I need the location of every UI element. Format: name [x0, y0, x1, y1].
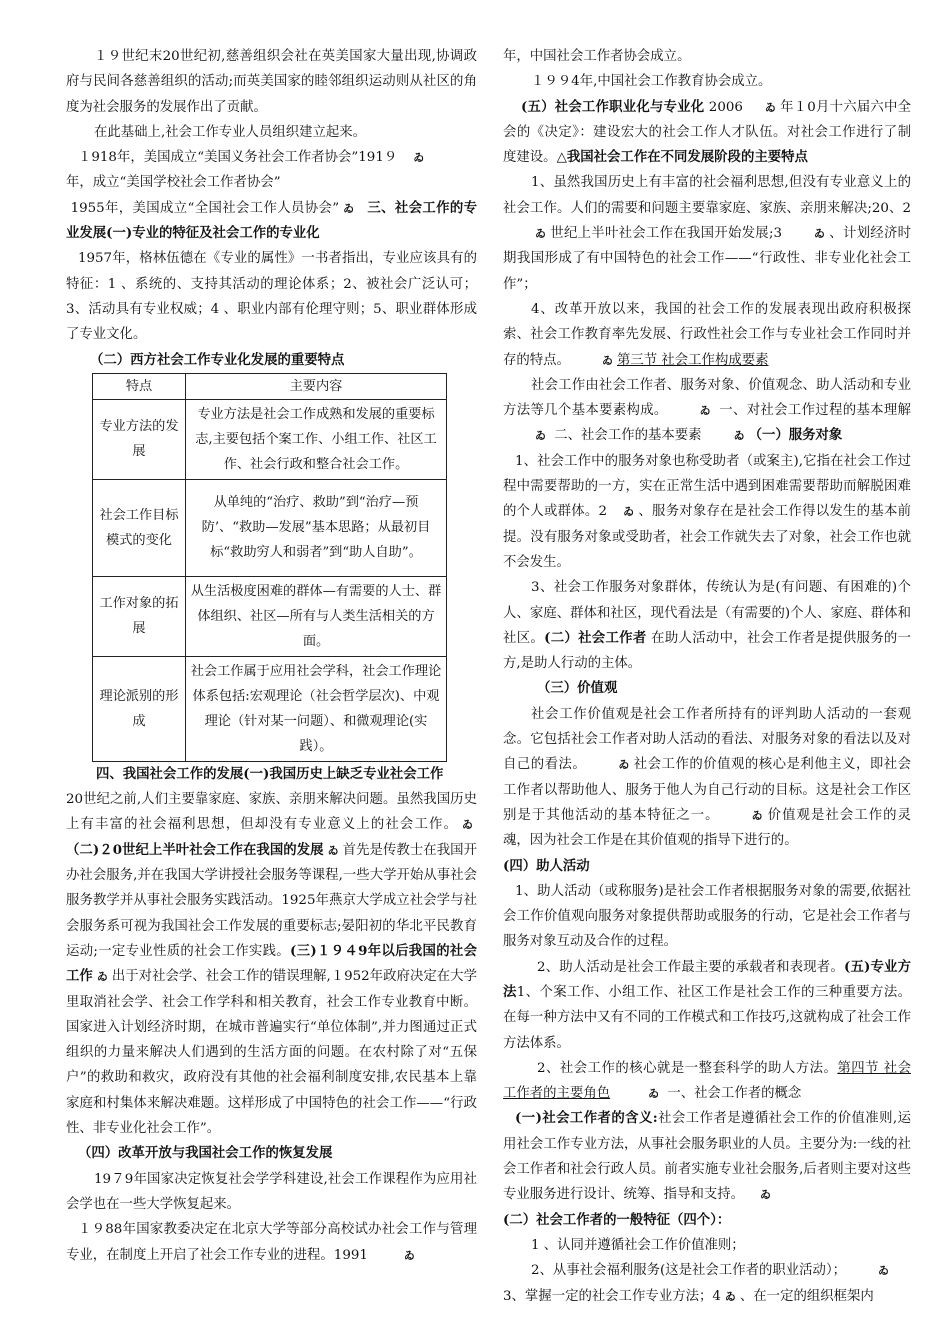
features-table — [92, 373, 447, 762]
paragraph — [503, 449, 911, 575]
paragraph — [66, 787, 477, 1141]
paragraph: 1957年，格林伍德在《专业的属性》一书者指出，专业应该具有的特征：1 、系统的、支持其活动的理论体系；2、被社会广泛认可；3、活动具有专业权威；4 、职业内部有伦理守则；5、职业群体形成了专业文化。 — [66, 251, 477, 343]
section-heading: (二）社会工作者的一般特征（四个）： — [503, 1211, 731, 1228]
paragraph: 在此基础上,社会工作专业人员组织建立起来。 — [94, 124, 367, 140]
text-run: 3、掌握一定的社会工作专业方法；4 — [503, 1288, 721, 1304]
text-run: 3、社会工作服务对象群体，传统认为是(有问题、有困难的)个人、家庭、群体和社区，现代看法是（有需要的)个人、家庭、群体和社区。 — [503, 580, 911, 646]
text-run: 年１0月十六届六中全会的《决定》：建设宏大的社会工作人才队伍。对社会工作进行了制度建设。 — [503, 99, 911, 166]
paragraph — [66, 196, 477, 247]
table-row — [93, 399, 447, 479]
mark-glyph: ゐ — [623, 505, 635, 519]
paragraph — [66, 1217, 477, 1268]
text-run: 首先是传教士在我国开办社会服务,并在我国大学讲授社会服务等课程,一些大学开始从事社会服务教学并从事社会服务实践活动。1925年燕京大学成立社会学与社会服务系可视为我国社会工作发展的重要标志;晏阳初的华北平民教育运动;一定专业性质的社会工作实践。 — [66, 842, 477, 959]
text-run: 出于对社会学、社会工作的错误理解,１952年政府决定在大学里取消社会学、社会工作学科和相关教育，社会工作专业教育中断。国家进入计划经济时期，在城市普遍实行“单位体制”,并力图通过正式组织的力量来解决人们遇到的生活方面的问题。在农村除了对“五保户”的救助和救灾，政府没有其他的社会福利制度安排,农民基本上靠家庭和村集体来解决难题。这样形成了中国特色的社会工作——“行政性、非专业化社会工作”。 — [66, 969, 477, 1137]
text-run: 在助人活动中，社会工作者是提供服务的一方,是助人行动的主体。 — [503, 630, 911, 672]
text-run: 、服务对象存在是社会工作得以发生的基本前提。没有服务对象或受助者，社会工作就失去了对象，社会工作也就不会发生。 — [503, 504, 912, 570]
text-run: 2、从事社会福利服务(这是社会工作者的职业活动）； — [531, 1263, 847, 1279]
paragraph — [503, 373, 911, 449]
text-run: 2、社会工作的核心就是一整套科学的助人方法。 — [537, 1060, 838, 1076]
text-run: １918年，美国成立“美国义务社会工作者协会”191９ — [78, 150, 398, 166]
section-heading: (三)１９４9年以后我国的社会工作 — [66, 942, 477, 985]
text-run: １９88年国家教委决定在北京大学等部分高校试办社会工作与管理专业，在制度上开启了社会工作专业的进程。1991 — [66, 1222, 477, 1263]
mark-glyph: ゐ — [760, 1188, 772, 1202]
paragraph — [503, 575, 911, 676]
paragraph: １９９4年,中国社会工作教育协会成立。 — [531, 74, 772, 90]
text-run: 、在一定的组织框架内 — [739, 1288, 874, 1304]
mark-glyph: ゐ — [403, 1248, 415, 1262]
mark-glyph: ゐ — [648, 1087, 660, 1101]
mark-glyph: ゐ — [535, 429, 546, 443]
section-heading: （二）西方社会工作专业化发展的重要特点 — [90, 351, 345, 368]
paragraph — [503, 95, 911, 171]
paragraph — [503, 955, 911, 1056]
paragraph: 1、助人活动（或称服务)是社会工作者根据服务对象的需要,依据社会工作价值观向服务对象提供帮助或服务的行动，它是社会工作者与服务对象互动及合作的过程。 — [503, 883, 911, 950]
text-run: 1、社会工作中的服务对象也称受助者（或案主),它指在社会工作过程中需要帮助的一方，实在正常生活中遇到困难需要帮助而解脱困难的个人或群体。2 — [503, 453, 911, 520]
text-run: 2、助人活动是社会工作最主要的承载者和表现者。 — [537, 959, 844, 975]
mark-glyph: ゐ — [343, 201, 355, 215]
paragraph — [66, 145, 477, 196]
paragraph: 年，中国社会工作者协会成立。 — [503, 49, 691, 64]
text-run: 、计划经济时期我国形成了有中国特色的社会工作——“行政性、非专业化社会工作”； — [503, 226, 912, 292]
table-cell: 专业方法的发展 — [93, 399, 186, 479]
text-run: 1、虽然我国历史上有丰富的社会福利思想,但没有专业意义上的社会工作。人们的需要和问题主要靠家庭、家族、亲朋来解决;20、2 — [503, 175, 911, 216]
paragraph — [503, 1284, 911, 1309]
text-run: 社会工作者是遵循社会工作的价值准则,运用社会工作专业方法，从事社会服务职业的人员。主要分为:一线的社会工作者和社会行政人员。前者实施专业社会服务,后者则主要对这些专业服务进行设计、统筹、指导和支持。 — [503, 1111, 911, 1203]
mark-glyph: ゐ — [724, 1289, 736, 1303]
paragraph — [503, 1258, 911, 1283]
paragraph — [503, 1106, 911, 1207]
paragraph — [503, 702, 911, 854]
table-row — [93, 656, 447, 761]
text-run: 价值观是社会工作的灵魂，因为社会工作是在其价值观的指导下进行的。 — [503, 807, 912, 849]
mark-glyph: ゐ — [814, 227, 825, 241]
table-cell: 工作对象的拓展 — [93, 576, 186, 656]
mark-glyph: ゐ — [751, 808, 763, 822]
text-run: 4、改革开放以来，我国的社会工作的发展表现出政府积极探索、社会工作教育率先发展、行政性社会工作与专业社会工作同时并存的特点。 — [503, 301, 911, 368]
table-cell: 理论派别的形成 — [93, 656, 186, 761]
table-row — [93, 576, 447, 656]
table-header-cell: 主要内容 — [186, 373, 447, 399]
table-header-row — [93, 373, 447, 399]
mark-glyph: ゐ — [699, 404, 711, 418]
table-row — [93, 479, 447, 576]
table-cell: 专业方法是社会工作成熟和发展的重要标志,主要包括个案工作、小组工作、社区工作、社会行政和整合社会工作。 — [186, 399, 447, 479]
mark-glyph: ゐ — [96, 970, 108, 984]
section-heading: △我国社会工作在不同发展阶段的主要特点 — [556, 149, 808, 166]
text-run: 一、社会工作者的概念 — [667, 1086, 802, 1102]
right-column — [503, 44, 911, 1309]
paragraph: １９世纪末20世纪初,慈善组织会社在英美国家大量出现,协调政府与民间各慈善组织的活动;而英美国家的睦邻组织运动则从社区的角度为社会服务的发展作出了贡献。 — [66, 49, 477, 115]
mark-glyph: ゐ — [462, 818, 473, 832]
table-cell: 社会工作属于应用社会学科，社会工作理论体系包括:宏观理论（社会哲学层次)、中观理论（针对某一问题）、和微观理论(实践）。 — [186, 656, 447, 761]
text-run: 社会工作的价值观的核心是利他主义，即社会工作者以帮助他人、服务于他人为自己行动的目标。这是社会工作区别是于其他活动的基本特征之一。 — [503, 757, 912, 823]
mark-glyph: ゐ — [618, 758, 630, 772]
section-heading: 三、社会工作的专业发展(一)专业的特征及社会工作的专业化 — [66, 199, 477, 242]
section-heading: 四、我国社会工作的发展(一)我国历史上缺乏专业社会工作 — [96, 765, 444, 782]
mark-glyph: ゐ — [535, 227, 546, 241]
table-cell: 从单纯的“治疗、救助”到“治疗—预防’、“救助—发展”基本思路；从最初目标“救助穷人和弱者”到“助人自助”。 — [186, 479, 447, 576]
left-column — [66, 44, 477, 1268]
section-heading: (四）助人活动 — [503, 857, 590, 874]
mark-glyph: ゐ — [327, 843, 339, 857]
mark-glyph: ゐ — [764, 100, 776, 114]
section-heading: （二)２0世纪上半叶社会工作在我国的发展 — [66, 841, 324, 858]
text-run: 二、社会工作的基本要素 — [554, 428, 702, 444]
text-run: 1955年，美国成立“全国社会工作人员协会” — [70, 200, 340, 216]
paragraph — [503, 170, 911, 296]
section-heading: (五）社会工作职业化与专业化 — [521, 98, 705, 115]
text-run: 年，成立“美国学校社会工作者协会” — [66, 175, 281, 191]
mark-glyph: ゐ — [878, 1264, 890, 1278]
section-heading: （一）服务对象 — [748, 427, 843, 444]
section-heading: （四）改革开放与我国社会工作的恢复发展 — [78, 1145, 333, 1162]
mark-glyph: ゐ — [601, 353, 613, 367]
section-heading: (五)专业方法 — [503, 958, 912, 1000]
paragraph — [503, 297, 911, 373]
section-heading: (一)社会工作者的含义: — [515, 1110, 658, 1127]
text-run: 1、个案工作、小组工作、社区工作是社会工作的三种重要方法。在每一种方法中又有不同的工作模式和工作技巧,这就构成了社会工作方法体系。 — [503, 984, 911, 1051]
table-cell: 社会工作目标模式的变化 — [93, 479, 186, 576]
mark-glyph: ゐ — [733, 429, 745, 443]
text-run: 20世纪之前,人们主要靠家庭、家族、亲朋来解决问题。虽然我国历史上有丰富的社会福利思想，但却没有专业意义上的社会工作。 — [66, 792, 477, 833]
text-run: 社会工作价值观是社会工作者所持有的评判助人活动的一套观念。它包括社会工作者对助人活动的看法、对服务对象的看法以及对自己的看法。 — [503, 706, 911, 773]
paragraph: 19７9年国家决定恢复社会学学科建设,社会工作课程作为应用社会学也在一些大学恢复起来。 — [66, 1171, 477, 1212]
table-cell: 从生活极度困难的群体—有需要的人士、群体组织、社区—所有与人类生活相关的方面。 — [186, 576, 447, 656]
chapter-heading: 第四节 社会工作者的主要角色 — [503, 1060, 911, 1102]
table-header-cell: 特点 — [93, 373, 186, 399]
text-run: 2006 — [708, 99, 743, 115]
paragraph — [503, 1056, 911, 1107]
paragraph: 1 、认同并遵循社会工作价值准则； — [531, 1237, 745, 1253]
text-run: 世纪上半叶社会工作在我国开始发展;3 — [550, 226, 782, 242]
chapter-heading: 第三节 社会工作构成要素 — [616, 352, 769, 368]
text-run: 一、对社会工作过程的基本理解 — [719, 403, 912, 419]
section-heading: （三）价值观 — [537, 680, 618, 697]
text-run: 社会工作由社会工作者、服务对象、价值观念、助人活动和专业方法等几个基本要素构成。 — [503, 377, 911, 419]
mark-glyph: ゐ — [413, 151, 425, 165]
section-heading: (二）社会工作者 — [544, 629, 647, 646]
